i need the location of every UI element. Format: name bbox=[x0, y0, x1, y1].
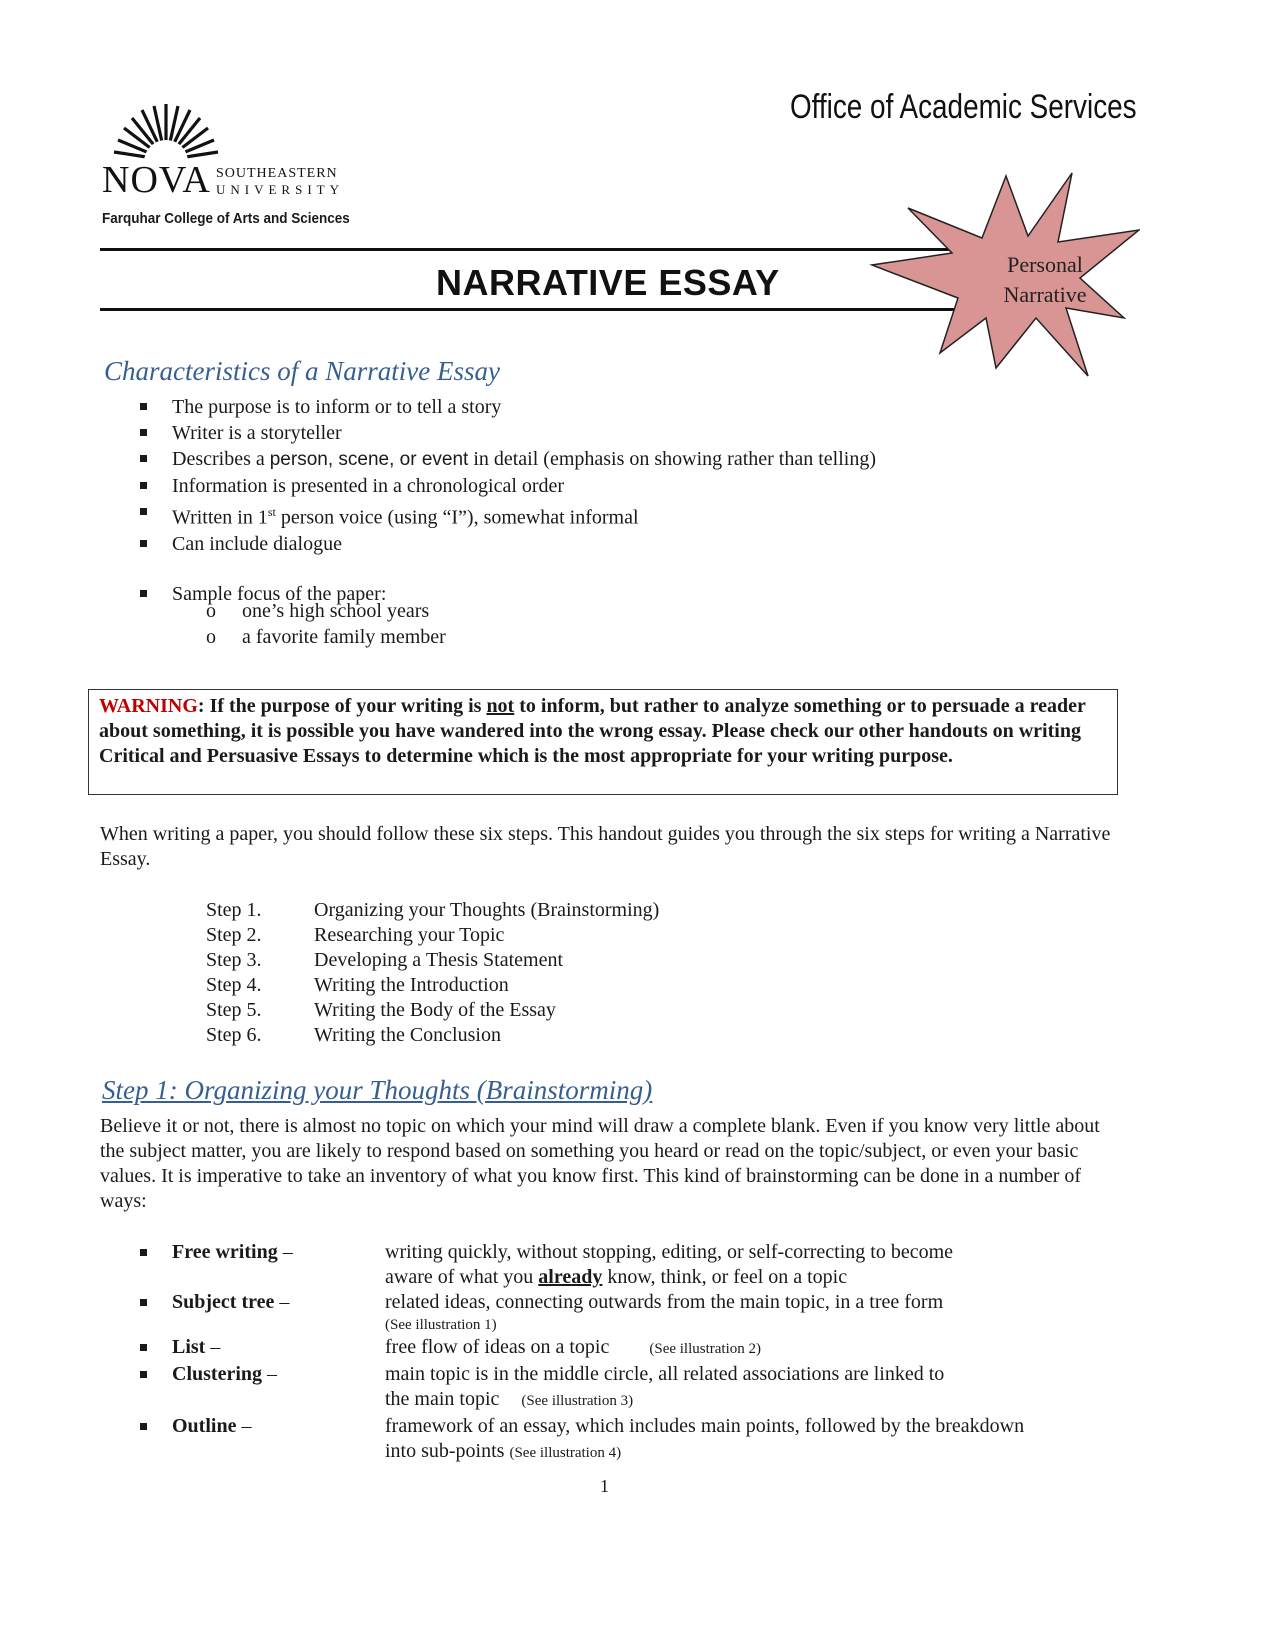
list-item bbox=[100, 499, 876, 531]
method-note: (See illustration 4) bbox=[509, 1445, 622, 1461]
list-item bbox=[100, 473, 876, 499]
sub-bullet-icon: o bbox=[206, 600, 216, 622]
sub-bullet-icon: o bbox=[206, 626, 216, 648]
superscript: st bbox=[267, 505, 276, 519]
bullet-text: Sample focus of the paper: bbox=[172, 582, 387, 605]
warning-label: WARNING bbox=[99, 695, 198, 717]
bullet-text: Can include dialogue bbox=[172, 532, 342, 555]
title-rule-bottom bbox=[100, 308, 1000, 311]
bullet-square-icon bbox=[140, 482, 147, 489]
bullet-square-icon bbox=[140, 540, 147, 547]
warning-box bbox=[88, 689, 1118, 795]
bullet-text: in detail (emphasis on showing rather than telling) bbox=[473, 448, 876, 470]
bullet-text: Writer is a storyteller bbox=[172, 422, 342, 444]
method-desc-line: related ideas, connecting outwards from the main topic, in a tree form bbox=[385, 1291, 944, 1313]
bullet-square-icon bbox=[140, 1423, 147, 1430]
brainstorming-methods-list bbox=[100, 1240, 1120, 1466]
step-row bbox=[206, 948, 659, 973]
method-free-writing bbox=[100, 1240, 1120, 1290]
method-term bbox=[172, 1240, 293, 1265]
step-text: Writing the Conclusion bbox=[314, 1024, 501, 1046]
page-title: NARRATIVE ESSAY bbox=[436, 262, 780, 303]
list-item bbox=[100, 624, 446, 650]
method-term bbox=[172, 1414, 251, 1439]
bullet-text: Written in 1 bbox=[172, 506, 268, 529]
method-desc-line bbox=[385, 1387, 1120, 1414]
method-dash: – bbox=[274, 1291, 290, 1313]
step-number: Step 2. bbox=[206, 924, 262, 946]
step-text: Writing the Introduction bbox=[314, 974, 509, 996]
bullet-square-icon bbox=[140, 1371, 147, 1378]
method-desc-text: know, think, or feel on a topic bbox=[602, 1266, 848, 1288]
step-text: Writing the Body of the Essay bbox=[314, 999, 556, 1021]
method-dash: – bbox=[205, 1336, 221, 1358]
method-term-text: Clustering bbox=[172, 1363, 262, 1385]
badge-line-2: Narrative bbox=[1003, 282, 1087, 307]
step1-heading: Step 1: Organizing your Thoughts (Brainstorming) bbox=[102, 1075, 653, 1105]
step-number: Step 4. bbox=[206, 974, 262, 996]
page-number: 1 bbox=[600, 1476, 609, 1496]
method-desc-line bbox=[385, 1439, 1120, 1466]
method-term-text: Subject tree bbox=[172, 1291, 275, 1313]
personal-narrative-badge bbox=[985, 250, 1105, 310]
warning-emphasis: not bbox=[486, 695, 515, 717]
step-number: Step 3. bbox=[206, 949, 262, 971]
method-term bbox=[172, 1362, 277, 1387]
method-subject-tree bbox=[100, 1290, 1120, 1335]
method-desc-text: free flow of ideas on a topic bbox=[385, 1336, 610, 1358]
step-number: Step 5. bbox=[206, 999, 262, 1021]
logo-nova-wordmark: NOVA bbox=[102, 159, 211, 201]
method-desc-line bbox=[385, 1335, 1120, 1362]
method-description bbox=[385, 1362, 1120, 1414]
sunburst-logo-icon bbox=[100, 100, 230, 162]
step-row bbox=[206, 998, 659, 1023]
bullet-square-icon bbox=[140, 590, 147, 597]
bullet-square-icon bbox=[140, 508, 147, 515]
method-note: (See illustration 2) bbox=[649, 1341, 762, 1357]
method-desc-text: into sub-points bbox=[385, 1440, 505, 1462]
bullet-text: Describes a bbox=[172, 448, 265, 470]
logo-college-name: Farquhar College of Arts and Sciences bbox=[102, 210, 350, 227]
method-desc-line bbox=[385, 1265, 1120, 1290]
step-text: Organizing your Thoughts (Brainstorming) bbox=[314, 899, 660, 921]
logo-university: UNIVERSITY bbox=[216, 182, 344, 197]
office-title: Office of Academic Services bbox=[790, 88, 1137, 126]
bullet-emphasis: person, scene, or event bbox=[269, 449, 469, 470]
method-dash: – bbox=[236, 1415, 252, 1437]
bullet-text: person voice (using “I”), somewhat informal bbox=[280, 506, 639, 529]
bullet-square-icon bbox=[140, 1299, 147, 1306]
bullet-square-icon bbox=[140, 1344, 147, 1351]
method-note: (See illustration 1) bbox=[385, 1317, 497, 1333]
sub-bullet-text: a favorite family member bbox=[242, 626, 446, 648]
bullet-square-icon bbox=[140, 429, 147, 436]
method-desc-text: aware of what you bbox=[385, 1266, 539, 1288]
step-row bbox=[206, 898, 659, 923]
method-term bbox=[172, 1335, 220, 1360]
method-term-text: List bbox=[172, 1336, 206, 1358]
warning-text: to inform, but rather to analyze something or to persuade a reader about something, it is possible you have wandered into the wrong essay. Please check our other handouts on writing Critical and Persuasive Essays to determine which is the most appropriate for your writing purpose. bbox=[99, 695, 1086, 767]
method-term-text: Outline bbox=[172, 1415, 237, 1437]
step-row bbox=[206, 1023, 659, 1048]
method-desc-line: framework of an essay, which includes main points, followed by the breakdown bbox=[385, 1415, 1025, 1437]
step-row bbox=[206, 973, 659, 998]
list-item bbox=[100, 446, 876, 473]
bullet-text: The purpose is to inform or to tell a story bbox=[172, 396, 502, 418]
method-term bbox=[172, 1290, 289, 1315]
method-description bbox=[385, 1290, 1120, 1335]
list-item bbox=[100, 394, 876, 420]
intro-paragraph: When writing a paper, you should follow these six steps. This handout guides you through the six steps for writing a Narrative Essay. bbox=[100, 823, 1111, 870]
step-row bbox=[206, 923, 659, 948]
bullet-square-icon bbox=[140, 1249, 147, 1256]
method-clustering bbox=[100, 1362, 1120, 1414]
method-description bbox=[385, 1240, 1120, 1290]
method-desc-emphasis: already bbox=[538, 1266, 603, 1288]
sample-focus-sublist bbox=[100, 598, 446, 650]
method-desc-line: writing quickly, without stopping, editing, or self-correcting to become bbox=[385, 1241, 954, 1263]
bullet-text: Information is presented in a chronological order bbox=[172, 475, 565, 497]
method-description bbox=[385, 1414, 1120, 1466]
logo-southeastern: SOUTHEASTERN bbox=[216, 166, 338, 181]
characteristics-heading: Characteristics of a Narrative Essay bbox=[104, 356, 500, 386]
method-description bbox=[385, 1335, 1120, 1362]
step1-paragraph: Believe it or not, there is almost no topic on which your mind will draw a complete blank. Even if you know very little about the subject matter, you are likely to respond based on something you heard or read on the topic/subject, or even your basic values. It is imperative to take an inventory of what you know first. This kind of brainstorming can be done in a number of ways: bbox=[100, 1115, 1100, 1212]
method-outline bbox=[100, 1414, 1120, 1466]
title-rule-top bbox=[100, 248, 1000, 251]
method-desc-text: the main topic bbox=[385, 1388, 500, 1410]
step-number: Step 1. bbox=[206, 899, 262, 921]
method-desc-line: main topic is in the middle circle, all related associations are linked to bbox=[385, 1363, 945, 1385]
bullet-square-icon bbox=[140, 403, 147, 410]
method-dash: – bbox=[262, 1363, 277, 1385]
warning-text: : If the purpose of your writing is bbox=[197, 695, 487, 717]
method-dash: – bbox=[277, 1241, 293, 1263]
step-number: Step 6. bbox=[206, 1024, 262, 1046]
step-text: Researching your Topic bbox=[314, 924, 505, 946]
list-item bbox=[100, 531, 876, 557]
characteristics-list bbox=[100, 394, 876, 607]
steps-list bbox=[206, 898, 659, 1048]
sub-bullet-text: one’s high school years bbox=[242, 600, 430, 622]
method-note: (See illustration 3) bbox=[521, 1393, 634, 1409]
step-text: Developing a Thesis Statement bbox=[314, 949, 564, 971]
list-item bbox=[100, 420, 876, 446]
method-term-text: Free writing bbox=[172, 1241, 278, 1263]
list-item bbox=[100, 598, 446, 624]
badge-line-1: Personal bbox=[1007, 252, 1083, 277]
bullet-square-icon bbox=[140, 455, 147, 462]
method-list bbox=[100, 1335, 1120, 1362]
